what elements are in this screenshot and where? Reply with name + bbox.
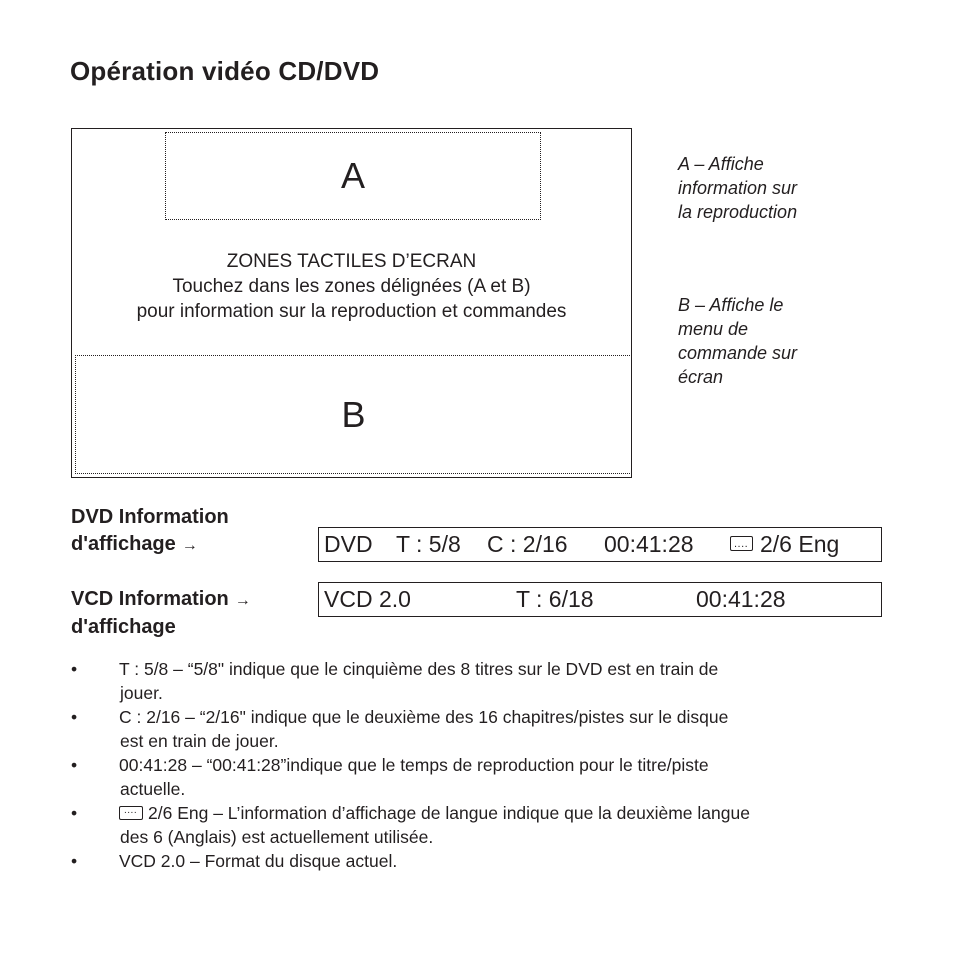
dvd-info-display — [318, 527, 882, 562]
bullet-icon: • — [71, 659, 78, 679]
zone-b-note-line: B – Affiche le — [678, 295, 784, 315]
list-item-line: des 6 (Anglais) est actuellement utilisée. — [120, 827, 434, 847]
dvd-language: 2/6 Eng — [760, 531, 840, 557]
zones-line-2: pour information sur la reproduction et commandes — [136, 301, 567, 322]
list-item — [71, 801, 891, 849]
zone-b-note-line: commande sur — [678, 343, 798, 363]
dvd-label-line-1: DVD Information — [71, 506, 229, 528]
list-item-line: 2/6 Eng – L’information d’affichage de langue indique que la deuxième langue — [148, 803, 750, 823]
list-item-line: actuelle. — [120, 779, 186, 799]
list-item — [71, 657, 891, 705]
list-item — [71, 753, 891, 801]
vcd-info-display — [318, 582, 882, 617]
list-item-line: C : 2/16 – “2/16" indique que le deuxième des 16 chapitres/pistes sur le disque — [119, 707, 729, 727]
arrow-right-icon: → — [234, 592, 251, 609]
zone-a-note-line: la reproduction — [678, 202, 798, 222]
zones-line-1: Touchez dans les zones délignées (A et B) — [172, 276, 531, 297]
page-title: Opération vidéo CD/DVD — [70, 56, 380, 86]
vcd-label-line-2: d'affichage — [71, 616, 176, 638]
touch-zone-b[interactable] — [75, 355, 632, 474]
vcd-format: VCD 2.0 — [324, 586, 411, 612]
zone-b-note-line: menu de — [678, 319, 749, 339]
list-item-line: jouer. — [120, 683, 163, 703]
zones-heading: ZONES TACTILES D’ECRAN — [226, 251, 477, 272]
arrow-right-icon: → — [181, 537, 198, 554]
zones-instructions — [72, 249, 631, 324]
zone-legend — [678, 129, 858, 412]
language-icon — [730, 536, 753, 551]
bullet-icon: • — [71, 707, 78, 727]
vcd-label-line-1: VCD Information — [71, 588, 229, 610]
bullet-icon: • — [71, 803, 78, 823]
zone-b-note-line: écran — [678, 367, 724, 387]
list-item — [71, 705, 891, 753]
dvd-title-counter: T : 5/8 — [396, 531, 461, 557]
zone-a-letter: A — [340, 155, 365, 196]
screen-diagram — [71, 128, 632, 478]
zone-a-note-line: A – Affiche — [678, 154, 764, 174]
touch-zone-a[interactable] — [165, 132, 541, 220]
zone-a-note-line: information sur — [678, 178, 798, 198]
vcd-info-label — [71, 586, 251, 641]
dvd-chapter-counter: C : 2/16 — [487, 531, 568, 557]
dvd-disc-type: DVD — [324, 531, 373, 557]
list-item-line: VCD 2.0 – Format du disque actuel. — [119, 851, 398, 871]
dvd-playback-time: 00:41:28 — [604, 531, 694, 557]
dvd-label-line-2: d'affichage — [71, 533, 176, 555]
language-icon — [119, 806, 143, 820]
vcd-track-counter: T : 6/18 — [516, 586, 594, 612]
bullet-icon: • — [71, 755, 78, 775]
list-item-line: T : 5/8 – “5/8" indique que le cinquième des 8 titres sur le DVD est en train de — [119, 659, 719, 679]
explanation-list — [71, 657, 891, 873]
vcd-playback-time: 00:41:28 — [696, 586, 786, 612]
list-item-line: 00:41:28 – “00:41:28”indique que le temps de reproduction pour le titre/piste — [119, 755, 709, 775]
list-item — [71, 849, 891, 873]
zone-b-letter: B — [341, 393, 366, 435]
dvd-info-label — [71, 504, 229, 559]
bullet-icon: • — [71, 851, 78, 871]
list-item-line: est en train de jouer. — [120, 731, 279, 751]
